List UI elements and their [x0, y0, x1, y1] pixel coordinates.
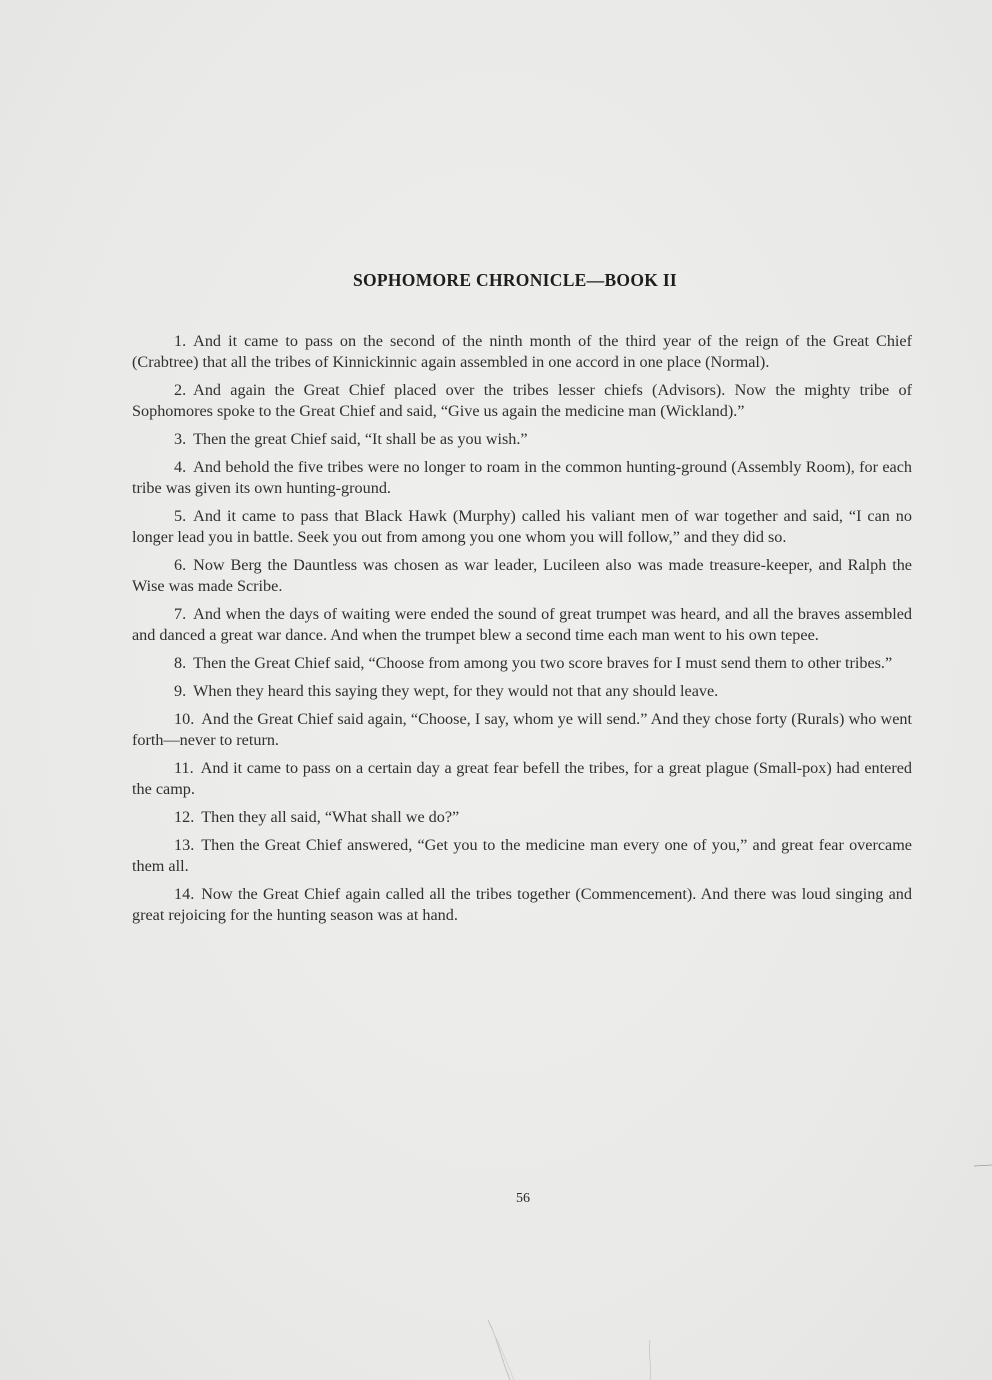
paragraph-number: 1.	[174, 332, 187, 350]
paragraph-text: And it came to pass on a certain day a great fear befell the tribes, for a great plague (Small-pox) had entered the camp.	[132, 759, 912, 798]
paragraph-number: 10.	[174, 710, 195, 728]
paragraph-5	[132, 506, 912, 548]
paragraph-3	[132, 429, 912, 450]
paper-edge-mark	[972, 1160, 992, 1172]
paragraph-6	[132, 555, 912, 597]
paragraph-2	[132, 380, 912, 422]
paragraph-number: 9.	[174, 682, 187, 700]
paragraph-1	[132, 331, 912, 373]
paragraph-9	[132, 681, 912, 702]
paragraph-12	[132, 807, 912, 828]
paragraph-number: 13.	[174, 836, 195, 854]
paragraph-number: 5.	[174, 507, 187, 525]
paragraph-number: 14.	[174, 885, 195, 903]
paragraph-text: Then the Great Chief answered, “Get you to the medicine man every one of you,” and great fear overcame them all.	[132, 836, 912, 875]
paragraph-text: Now the Great Chief again called all the tribes together (Commencement). And there was loud singing and great rejoicing for the hunting season was at hand.	[132, 885, 912, 924]
paragraph-text: Then they all said, “What shall we do?”	[201, 808, 460, 826]
paragraph-text: Then the Great Chief said, “Choose from among you two score braves for I must send them to other tribes.”	[193, 654, 893, 672]
paragraph-number: 2.	[174, 381, 187, 399]
chronicle-body	[132, 331, 912, 933]
paragraph-text: And when the days of waiting were ended the sound of great trumpet was heard, and all the braves assembled and danced a great war dance. And when the trumpet blew a second time each man went to his own tepee.	[132, 605, 912, 644]
paragraph-text: And again the Great Chief placed over the tribes lesser chiefs (Advisors). Now the mighty tribe of Sophomores spoke to the Great Chief and said, “Give us again the medicine man (Wickland).”	[132, 381, 912, 420]
paragraph-text: Now Berg the Dauntless was chosen as war leader, Lucileen also was made treasure-keeper, and Ralph the Wise was made Scribe.	[132, 556, 912, 595]
paragraph-4	[132, 457, 912, 499]
paragraph-number: 11.	[174, 759, 194, 777]
paragraph-text: And the Great Chief said again, “Choose, I say, whom ye will send.” And they chose forty (Rurals) who went forth—never to return.	[132, 710, 912, 749]
paragraph-number: 7.	[174, 605, 187, 623]
paragraph-text: And behold the five tribes were no longer to roam in the common hunting-ground (Assembly Room), for each tribe was given its own hunting-ground.	[132, 458, 912, 497]
paragraph-text: And it came to pass on the second of the ninth month of the third year of the reign of the Great Chief (Crabtree) that all the tribes of Kinnickinnic again assembled in one accord in one place (Normal).	[132, 332, 912, 371]
paragraph-10	[132, 709, 912, 751]
paragraph-13	[132, 835, 912, 877]
paragraph-11	[132, 758, 912, 800]
paragraph-8	[132, 653, 912, 674]
page-title: SOPHOMORE CHRONICLE—BOOK II	[352, 270, 678, 290]
paragraph-7	[132, 604, 912, 646]
paragraph-14	[132, 884, 912, 926]
paragraph-number: 4.	[174, 458, 187, 476]
paragraph-number: 6.	[174, 556, 187, 574]
paragraph-text: And it came to pass that Black Hawk (Murphy) called his valiant men of war together and said, “I can no longer lead you in battle. Seek you out from among you one whom you will follow,” and they did so.	[132, 507, 912, 546]
paper-crease-mark	[470, 1300, 670, 1380]
page-number: 56	[516, 1191, 530, 1206]
paragraph-number: 3.	[174, 430, 187, 448]
paragraph-number: 12.	[174, 808, 195, 826]
paragraph-text: When they heard this saying they wept, for they would not that any should leave.	[193, 682, 719, 700]
paragraph-number: 8.	[174, 654, 187, 672]
paragraph-text: Then the great Chief said, “It shall be as you wish.”	[193, 430, 528, 448]
